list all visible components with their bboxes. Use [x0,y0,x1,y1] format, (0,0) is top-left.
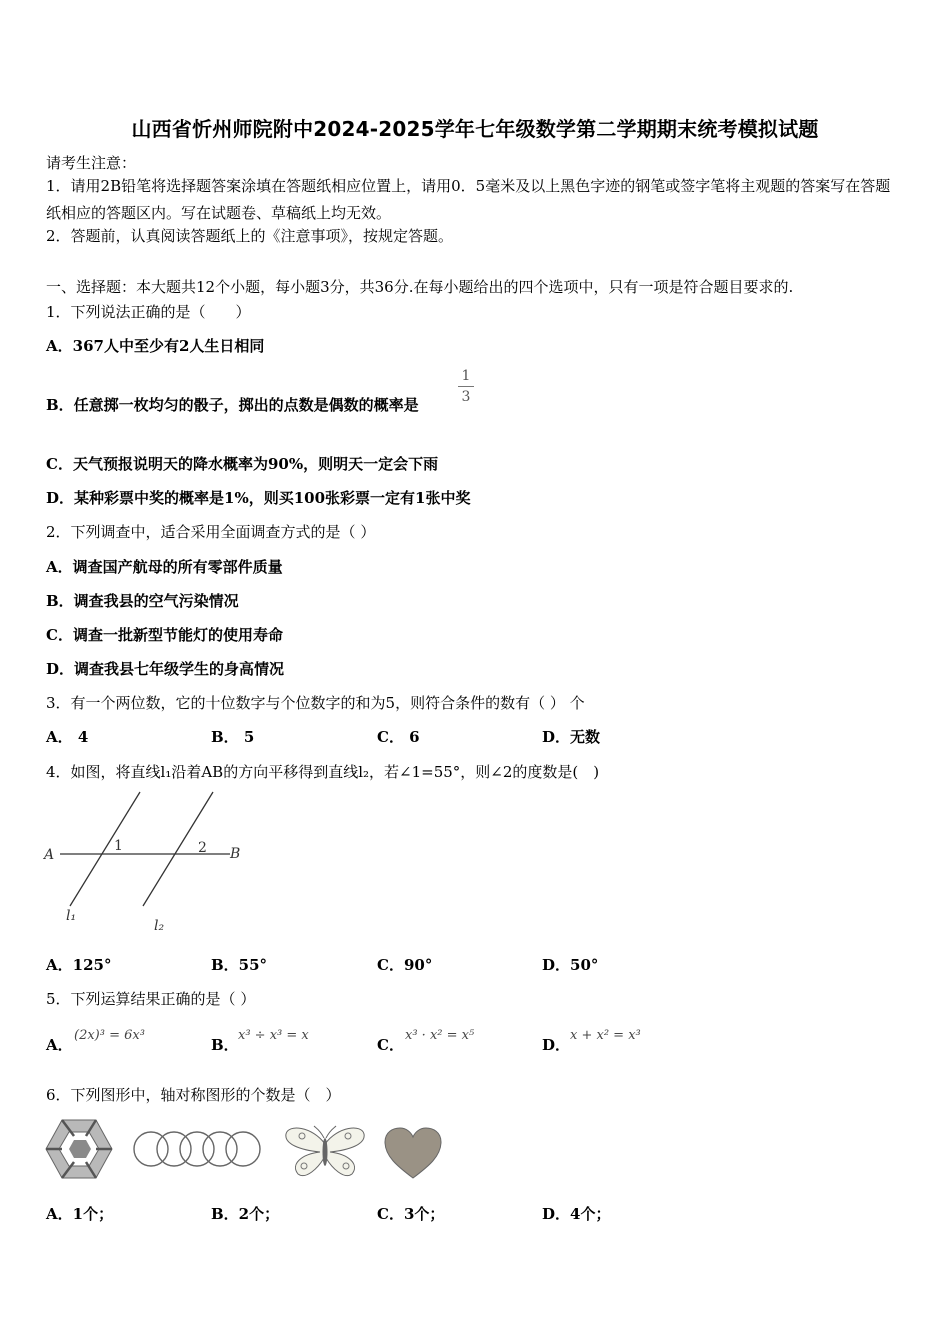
question-5-option-d-label: D． [542,1036,571,1054]
question-4-option-a: A．125° [46,956,112,974]
question-6-option-b: B．2个； [211,1205,280,1223]
notice-item-1: 1．请用2B铅笔将选择题答案涂填在答题纸相应位置上，请用0．5毫米及以上黑色字迹的钢笔或签字笔将主观题的答案写在答题纸相应的答题区内。写在试题卷、草稿纸上均无效。 [46,177,891,222]
question-5-option-b-label: B． [211,1036,239,1054]
question-1-option-c: C．天气预报说明天的降水概率为90%，则明天一定会下雨 [46,455,439,473]
question-3-option-d: D．无数 [542,728,601,746]
fraction-denominator: 3 [461,389,471,405]
question-6-option-c: C．3个； [377,1205,445,1223]
question-5-option-c-label: C． [377,1036,404,1054]
fraction-numerator: 1 [461,368,471,384]
question-1-option-a: A．367人中至少有2人生日相同 [46,337,265,355]
question-1-option-d: D．某种彩票中奖的概率是1%，则买100张彩票一定有1张中奖 [46,489,471,507]
parallel-lines-figure [40,788,250,938]
line-l1 [70,792,140,906]
question-6-option-d: D．4个； [542,1205,611,1223]
notice-item-2: 2．答题前，认真阅读答题纸上的《注意事项》，按规定答题。 [46,227,454,245]
question-2-stem: 2．下列调查中，适合采用全面调查方式的是（ ） [46,523,376,541]
label-angle-2: 2 [198,840,207,856]
question-1-stem: 1．下列说法正确的是（ ） [46,303,251,321]
section-heading: 一、选择题：本大题共12个小题，每小题3分，共36分.在每小题给出的四个选项中，只有一项是符合题目要求的. [46,278,794,296]
page-title: 山西省忻州师院附中2024-2025学年七年级数学第二学期期末统考模拟试题 [131,117,819,141]
five-rings-figure [132,1126,262,1172]
question-5-option-b-expr: x³ ÷ x³ = x [238,1028,309,1043]
notice-heading: 请考生注意： [46,154,137,172]
question-2-option-d: D．调查我县七年级学生的身高情况 [46,660,285,678]
fraction-bar [458,386,474,387]
label-l2: l₂ [154,918,165,934]
label-l1: l₁ [66,908,77,924]
question-4-option-b: B．55° [211,956,268,974]
question-3-option-a: A． 4 [46,728,89,746]
question-4-option-d: D．50° [542,956,599,974]
heart-figure [383,1126,443,1180]
question-5-option-a-label: A． [46,1036,73,1054]
question-4-stem: 4．如图，将直线l₁沿着AB的方向平移得到直线l₂，若∠1=55°，则∠2的度数是( ) [46,763,600,781]
butterfly-figure [282,1124,368,1180]
question-1-option-b: B．任意掷一枚均匀的骰子，掷出的点数是偶数的概率是 [46,396,419,414]
question-5-option-c-expr: x³ · x² = x⁵ [405,1028,475,1043]
question-3-option-c: C． 6 [377,728,420,746]
question-4-option-c: C．90° [377,956,433,974]
question-6-option-a: A．1个； [46,1205,114,1223]
fraction-one-third [458,368,474,405]
question-2-option-b: B．调查我县的空气污染情况 [46,592,239,610]
question-5-option-a-expr: (2x)³ = 6x³ [74,1028,145,1043]
label-b: B [230,846,241,862]
question-5-option-d-expr: x + x² = x³ [570,1028,641,1043]
label-angle-1: 1 [114,838,123,854]
question-3-stem: 3．有一个两位数，它的十位数字与个位数字的和为5，则符合条件的数有（ ） 个 [46,694,585,712]
question-6-stem: 6．下列图形中，轴对称图形的个数是（ ） [46,1086,341,1104]
question-3-option-b: B． 5 [211,728,255,746]
question-2-option-c: C．调查一批新型节能灯的使用寿命 [46,626,283,644]
question-2-option-a: A．调查国产航母的所有零部件质量 [46,558,283,576]
question-5-stem: 5．下列运算结果正确的是（ ） [46,990,256,1008]
label-a: A [44,847,55,863]
hexagon-logo-figure [44,1118,114,1180]
